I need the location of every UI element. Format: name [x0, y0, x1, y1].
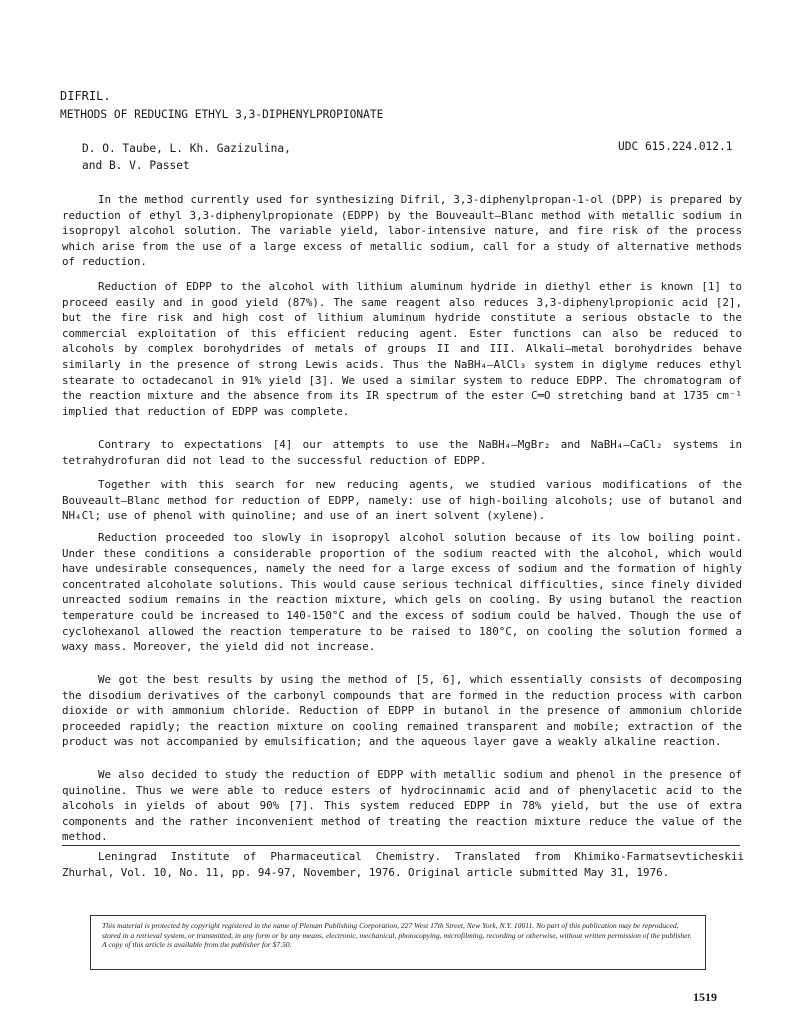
paragraph-4: Together with this search for new reducing agents, we studied various modifications of the Bouveault—Blanc method for reduction of EDPP, namely: use of high-boiling alcohols; use of butanol and NH₄Cl; use of phenol with quinoline; and use of an inert solvent (xylene).: [62, 478, 742, 523]
footnote: Leningrad Institute of Pharmaceutical Chemistry. Translated from Khimiko-Farmatsevticheskii Zhurhal, Vol. 10, No. 11, pp. 94-97, November, 1976. Original article submitted May 31, 1976.: [62, 850, 744, 879]
paragraph-6: We got the best results by using the method of [5, 6], which essentially consists of decomposing the disodium derivatives of the carbonyl compounds that are formed in the reduction process with carbon dioxide or with ammonium chloride. Reduction of EDPP in butanol in the presence of ammonium chloride proceeded rapidly; the reaction mixture on cooling remained transparent and mobile; extraction of the product was not accompanied by emulsification; and the aqueous layer gave a weakly alkaline reaction.: [62, 673, 742, 749]
footnote-divider: [62, 845, 740, 846]
udc-code: UDC 615.224.012.1: [618, 140, 733, 153]
article-title: METHODS OF REDUCING ETHYL 3,3-DIPHENYLPROPIONATE: [60, 108, 384, 121]
paragraph-3: Contrary to expectations [4] our attempts to use the NaBH₄—MgBr₂ and NaBH₄—CaCl₂ systems in tetrahydrofuran did not lead to the successful reduction of EDPP.: [62, 438, 742, 467]
author-list: [82, 140, 291, 174]
paragraph-2: Reduction of EDPP to the alcohol with lithium aluminum hydride in diethyl ether is known [1] to proceed easily and in good yield (87%). The same reagent also reduces 3,3-diphenylpropionic acid [2], but the fire risk and high cost of lithium aluminum hydride constitute a serious obstacle to the commercial exploitation of this efficient reducing agent. Ester functions can also be reduced to alcohols by complex borohydrides of metals of groups II and III. Alkali—metal borohydrides behave similarly in the presence of strong Lewis acids. Thus the NaBH₄—AlCl₃ system in diglyme reduces ethyl stearate to octadecanol in 91% yield [3]. We used a similar system to reduce EDPP. The chromatogram of the reaction mixture and the absence from its IR spectrum of the ester C═O stretching band at 1735 cm⁻¹ implied that reduction of EDPP was complete.: [62, 280, 742, 418]
page-number: 1519: [693, 990, 717, 1004]
paragraph-7: We also decided to study the reduction of EDPP with metallic sodium and phenol in the presence of quinoline. Thus we were able to reduce esters of hydrocinnamic acid and of phenylacetic acid to the alcohols in yields of about 90% [7]. This system reduced EDPP in 78% yield, but the use of extra components and the rather inconvenient method of treating the reaction mixture reduce the value of the method.: [62, 768, 742, 844]
paragraph-5: Reduction proceeded too slowly in isopropyl alcohol solution because of its low boiling point. Under these conditions a considerable proportion of the sodium reacted with the alcohol, which would have undesirable consequences, namely the need for a large excess of sodium and the formation of highly concentrated alcoholate solutions. This would cause serious technical difficulties, since finely divided unreacted sodium remains in the reaction mixture, which gels on cooling. By using butanol the reaction temperature could be increased to 140-150°C and the excess of sodium could be halved. Though the use of cyclohexanol allowed the reaction temperature to be raised to 180°C, on cooling the solution formed a waxy mass. Moreover, the yield did not increase.: [62, 531, 742, 654]
authors-line-2: and B. V. Passet: [82, 159, 190, 172]
section-heading: DIFRIL.: [60, 89, 111, 103]
authors-line-1: D. O. Taube, L. Kh. Gazizulina,: [82, 142, 291, 155]
paragraph-1: In the method currently used for synthesizing Difril, 3,3-diphenylpropan-1-ol (DPP) is prepared by reduction of ethyl 3,3-diphenylpropionate (EDPP) by the Bouveault—Blanc method with metallic sodium in isopropyl alcohol solution. The variable yield, labor-intensive nature, and fire risk of the process which arise from the use of a large excess of metallic sodium, call for a study of alternative methods of reduction.: [62, 193, 742, 269]
copyright-notice: This material is protected by copyright registered in the name of Plenum Publishing Corporation, 227 West 17th Street, New York, N.Y. 10011. No part of this publication may be reproduced, stored in a retrieval system, or transmitted, in any form or by any means, electronic, mechanical, photocopying, microfilming, recording or otherwise, without written permission of the publisher. A copy of this article is available from the publisher for $7.50.: [102, 921, 692, 950]
